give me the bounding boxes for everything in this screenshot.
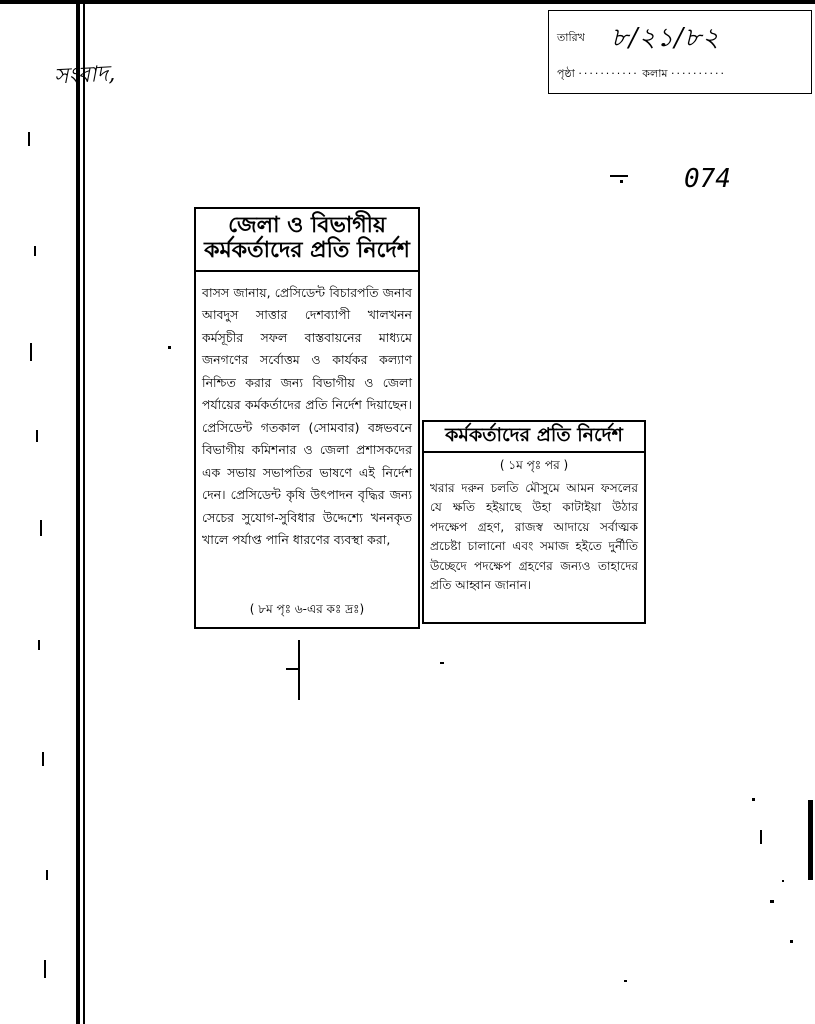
handwritten-note: সংবাদ, bbox=[53, 61, 116, 90]
date-row bbox=[557, 29, 585, 48]
page-number: 074 bbox=[684, 164, 731, 194]
stray-mark bbox=[610, 175, 628, 177]
news-clipping-main bbox=[194, 207, 420, 629]
binding-line-inner bbox=[83, 0, 85, 1024]
column-label: কলাম bbox=[642, 67, 668, 80]
continuation-note: ( ৮ম পৃঃ ৬-এর কঃ দ্রঃ) bbox=[249, 602, 365, 616]
date-value: ৮/২১/৮২ bbox=[611, 23, 720, 53]
date-stamp-box bbox=[548, 10, 812, 94]
clipping-headline: জেলা ও বিভাগীয় কর্মকর্তাদের প্রতি নির্দেশ bbox=[196, 209, 418, 272]
date-label: তারিখ bbox=[557, 31, 585, 44]
binding-line bbox=[76, 0, 80, 1024]
scan-top-edge bbox=[0, 0, 815, 4]
left-margin-marks bbox=[0, 0, 60, 1024]
from-page-note: ( ১ম পৃঃ পর ) bbox=[499, 457, 569, 472]
clipping-body: খরার দরুন চলতি মৌসুমে আমন ফসলের যে ক্ষতি হইয়াছে উহা কাটাইয়া উঠার পদক্ষেপ গ্রহণ, রাজস্ব আদায়ে সর্বাত্মক প্রচেষ্টা চালানো এবং সমাজ হইতে দুর্নীতি উচ্ছেদে পদক্ষেপ গ্রহণের জন্যও তাহাদের প্রতি আহ্বান জানান। bbox=[430, 480, 638, 593]
page-column-row: পৃষ্ঠা ··········· কলাম ·········· bbox=[557, 67, 726, 80]
clipping-body: বাসস জানায়, প্রেসিডেন্ট বিচারপতি জনাব আবদুস সাত্তার দেশব্যাপী খালখনন কর্মসূচীর সফল বাস্তবায়নের মাধ্যমে জনগণের সর্বোত্তম ও কার্যকর কল্যাণ নিশ্চিত করার জন্য বিভাগীয় ও জেলা পর্যায়ের কর্মকর্তাদের প্রতি নির্দেশ দিয়াছেন। প্রেসিডেন্ট গতকাল (সোমবার) বঙ্গভবনে বিভাগীয় কমিশনার ও জেলা প্রশাসকদের এক সভায় সভাপতির ভাষণে এই নির্দেশ দেন। প্রেসিডেন্ট কৃষি উৎপাদন বৃদ্ধির জন্য সেচের সুযোগ-সুবিধার উদ্দেশ্যে খননকৃত খালে পর্যাপ্ত পানি ধারণের ব্যবস্থা করা, bbox=[202, 284, 412, 548]
page-label: পৃষ্ঠা bbox=[557, 67, 575, 80]
clipping-headline: কর্মকর্তাদের প্রতি নির্দেশ bbox=[424, 422, 644, 453]
news-clipping-continued bbox=[422, 420, 646, 624]
